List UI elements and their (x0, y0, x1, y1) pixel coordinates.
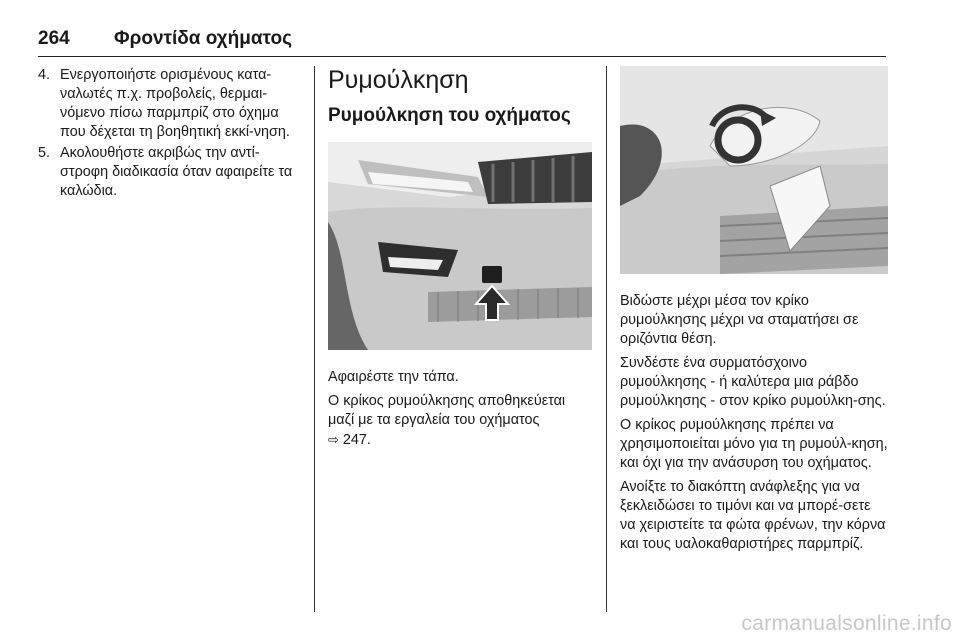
step-number: 5. (38, 145, 51, 161)
tow-eye-illustration (620, 66, 888, 274)
column-divider (314, 66, 315, 612)
page-reference-icon: ⇨ (328, 432, 339, 447)
section-heading: Ρυμούλκηση (328, 66, 469, 94)
figure-screw-tow-eye (620, 66, 888, 274)
column-divider (606, 66, 607, 612)
figure-remove-cap (328, 142, 592, 350)
column-middle (328, 66, 592, 455)
section-subheading: Ρυμούλκηση του οχήματος (328, 105, 571, 126)
page-number: 264 (38, 28, 70, 49)
page-reference[interactable]: 247. (342, 432, 371, 448)
tow-eye-storage-text (328, 392, 592, 450)
paragraph: Βιδώστε μέχρι μέσα τον κρίκο ρυμούλκησης μέχρι να σταματήσει σε οριζόντια θέση. (620, 293, 859, 347)
watermark: carmanualsonline.info (741, 612, 952, 635)
list-item (38, 66, 300, 142)
step-text: Ενεργοποιήστε ορισμένους κατα-ναλωτές π.χ. προβολείς, θερμαι-νόμενο πίσω παρμπρίζ στο όχημα που δέχεται τη βοηθητική εκκί-νηση. (60, 67, 290, 140)
page-title: Φροντίδα οχήματος (114, 28, 292, 49)
list-item (38, 144, 300, 201)
steps-list (38, 66, 300, 201)
instruction-remove-cap: Αφαιρέστε την τάπα. (328, 369, 459, 385)
column-left (38, 66, 300, 203)
paragraph: Συνδέστε ένα συρματόσχοινο ρυμούλκησης - ή καλύτερα μια ράβδο ρυμούλκησης - στον κρίκο ρυμούλκη-σης. (620, 355, 886, 409)
page-header (38, 28, 886, 57)
paragraph: Ανοίξτε το διακόπτη ανάφλεξης για να ξεκλειδώσει το τιμόνι και να μπορέ-σετε να χειριστείτε τα φώτα φρένων, την κόρνα και τους υαλοκαθαριστήρες παρμπρίζ. (620, 479, 886, 552)
car-front-bumper-illustration (328, 142, 592, 350)
tow-cap (482, 266, 502, 283)
step-text: Ακολουθήστε ακριβώς την αντί-στροφη διαδικασία όταν αφαιρείτε τα καλώδια. (60, 145, 293, 199)
column-right (620, 66, 888, 559)
instructions-block (620, 292, 888, 554)
step-number: 4. (38, 67, 51, 83)
paragraph: Ο κρίκος ρυμούλκησης πρέπει να χρησιμοποιείται μόνο για τη ρυμούλ-κηση, και όχι για την ανάσυρση του οχήματος. (620, 417, 888, 471)
storage-text: Ο κρίκος ρυμούλκησης αποθηκεύεται μαζί με τα εργαλεία του οχήματος (328, 393, 566, 428)
